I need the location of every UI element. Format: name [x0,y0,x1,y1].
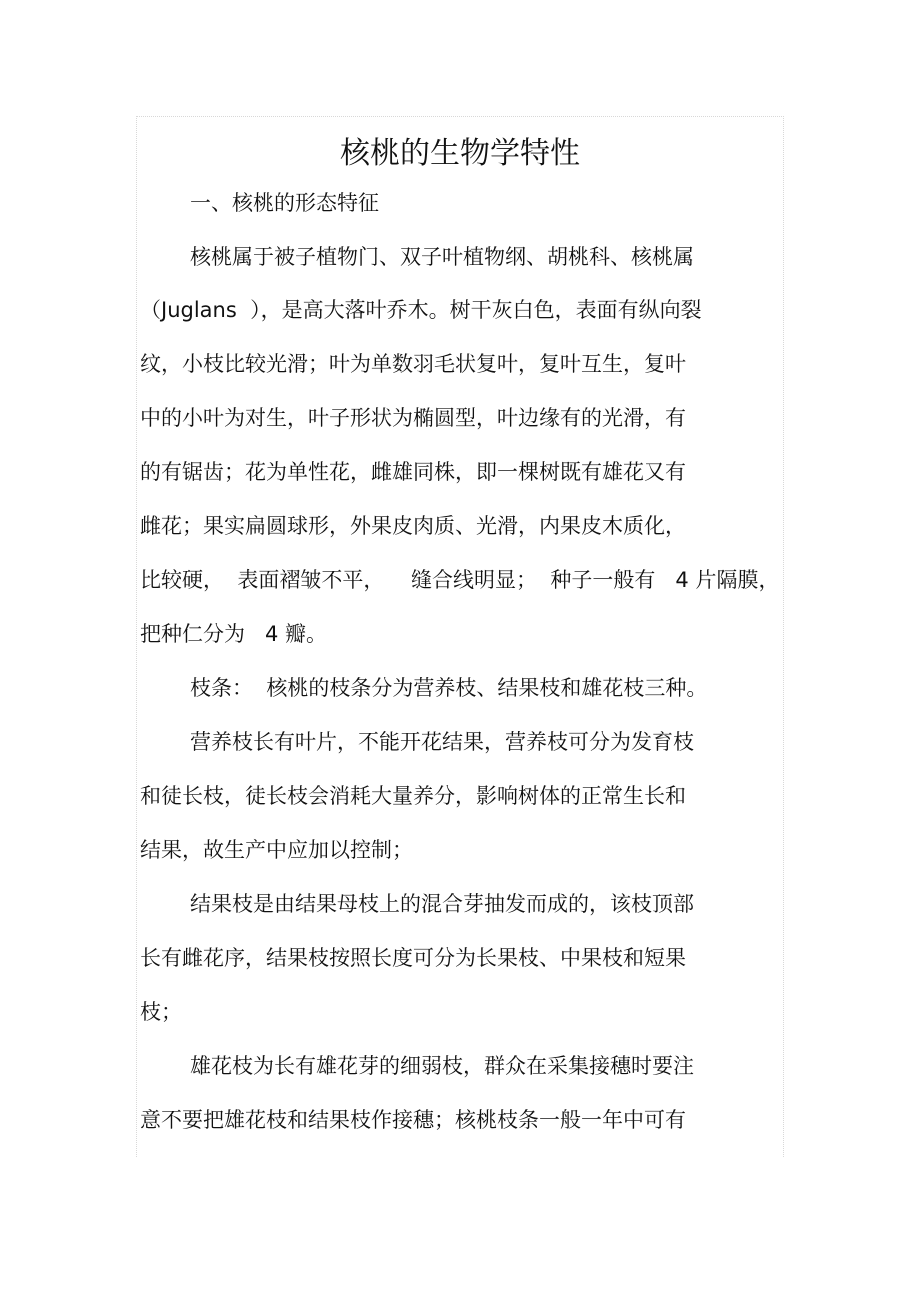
paragraph-line: 营养枝长有叶片，不能开花结果，营养枝可分为发育枝 [190,730,694,754]
section-heading: 一、核桃的形态特征 [190,191,379,215]
paragraph-line: 雄花枝为长有雄花芽的细弱枝，群众在采集接穗时要注 [190,1054,694,1078]
paragraph-line: 比较硬， 表面褶皱不平， 缝合线明显； 种子一般有 4 片隔膜， [140,568,780,592]
paragraph-line: 结果枝是由结果母枝上的混合芽抽发而成的，该枝顶部 [190,892,694,916]
paragraph-line: 纹，小枝比较光滑；叶为单数羽毛状复叶，复叶互生，复叶 [140,352,686,376]
paragraph-line: 的有锯齿；花为单性花，雌雄同株，即一棵树既有雄花又有 [140,460,686,484]
paragraph-line: 长有雌花序，结果枝按照长度可分为长果枝、中果枝和短果 [140,946,686,970]
paragraph-line: 核桃属于被子植物门、双子叶植物纲、胡桃科、核桃属 [190,245,694,269]
paragraph-line: 雌花；果实扁圆球形，外果皮肉质、光滑，内果皮木质化， [140,514,686,538]
paragraph-line: 把种仁分为 4 瓣。 [140,622,328,646]
paragraph-line: 枝条： 核桃的枝条分为营养枝、结果枝和雄花枝三种。 [190,676,708,700]
paragraph-line: 中的小叶为对生，叶子形状为椭圆型，叶边缘有的光滑，有 [140,406,686,430]
document-title: 核桃的生物学特性 [340,136,580,171]
paragraph-line: 和徒长枝，徒长枝会消耗大量养分，影响树体的正常生长和 [140,784,686,808]
paragraph-line: 枝； [140,1000,182,1024]
paragraph-line: 意不要把雄花枝和结果枝作接穗；核桃枝条一般一年中可有 [140,1108,686,1132]
paragraph-line: 结果，故生产中应加以控制； [140,838,413,862]
paragraph-line: （Juglans ），是高大落叶乔木。树干灰白色，表面有纵向裂 [140,298,702,322]
